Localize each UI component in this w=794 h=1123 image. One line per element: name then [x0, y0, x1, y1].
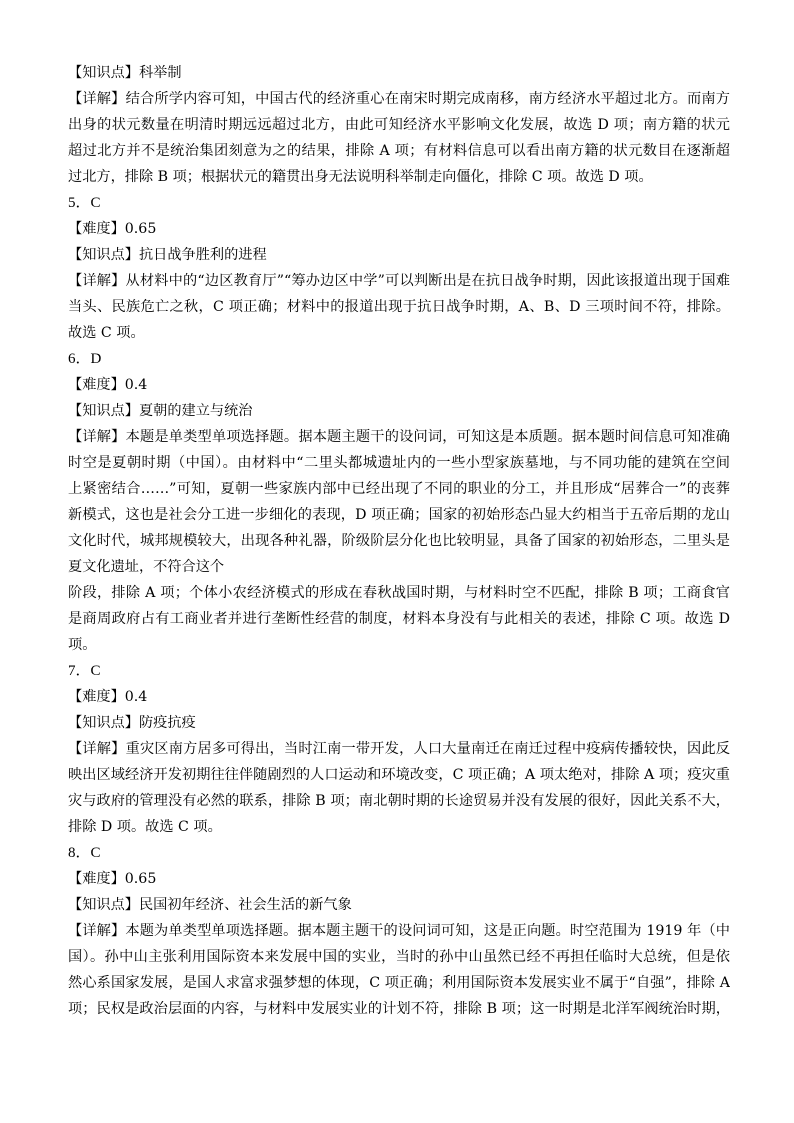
explanation-line: 过北方，排除 B 项；根据状元的籍贯出身无法说明科举制走向僵化，排除 C 项。故选 D 项。: [68, 169, 653, 185]
explanation-line: 【详解】结合所学内容可知，中国古代的经济重心在南宋时期完成南移，南方经济水平超过北方。而南方: [68, 91, 730, 107]
explanation-line: 【详解】本题是单类型单项选择题。据本题主题干的设问词，可知这是本质题。据本题时间信息可知准确: [68, 429, 730, 445]
question-number-answer: 5．C: [68, 195, 101, 211]
question-number-answer: 7．C: [68, 663, 101, 679]
label-line: 【难度】0.4: [68, 377, 148, 393]
explanation-line: 新模式，这也是社会分工进一步细化的表现，D 项正确；国家的初始形态凸显大约相当于五帝后期的龙山: [68, 507, 730, 523]
explanation-line: 上紧密结合……”可知，夏朝一些家族内部中已经出现了不同的职业的分工，并且形成“居葬合一”的丧葬: [68, 481, 730, 497]
explanation-line: 然心系国家发展，是国人求富求强梦想的体现，C 项正确；利用国际资本发展实业不属于“自强”，排除 A: [68, 975, 730, 991]
question-number-answer: 8．C: [68, 845, 101, 861]
explanation-line: 夏文化遗址，不符合这个: [68, 559, 225, 575]
explanation-line: 国）。孙中山主张利用国际资本来发展中国的实业，当时的孙中山虽然已经不再担任临时大总统，但是依: [68, 949, 730, 965]
answer-explanation-page: [68, 60, 730, 1022]
explanation-line: 故选 C 项。: [68, 325, 145, 341]
label-line: 【知识点】民国初年经济、社会生活的新气象: [68, 897, 352, 913]
explanation-line: 当头、民族危亡之秋，C 项正确；材料中的报道出现于抗日战争时期，A、B、D 三项时间不符，排除。: [68, 299, 730, 315]
explanation-line: 是商周政府占有工商业者并进行垄断性经营的制度，材料本身没有与此相关的表述，排除 C 项。故选 D: [68, 611, 730, 627]
explanation-line: 阶段，排除 A 项；个体小农经济模式的形成在春秋战国时期，与材料时空不匹配，排除 B 项；工商食官: [68, 585, 730, 601]
explanation-line: 映出区域经济开发初期往往伴随剧烈的人口运动和环境改变，C 项正确；A 项太绝对，排除 A 项；疫灾重: [68, 767, 730, 783]
explanation-line: 时空是夏朝时期（中国）。由材料中“二里头都城遗址内的一些小型家族墓地，与不同功能的建筑在空间: [68, 455, 730, 471]
question-number-answer: 6．D: [68, 351, 102, 367]
explanation-line: 【详解】重灾区南方居多可得出，当时江南一带开发，人口大量南迁在南迁过程中疫病传播较快，因此反: [68, 741, 730, 757]
label-line: 【知识点】科举制: [68, 65, 182, 81]
explanation-line: 【详解】从材料中的“边区教育厅”“筹办边区中学”可以判断出是在抗日战争时期，因此该报道出现于国难: [68, 273, 730, 289]
explanation-line: 出身的状元数量在明清时期远远超过北方，由此可知经济水平影响文化发展，故选 D 项；南方籍的状元: [68, 117, 730, 133]
label-line: 【难度】0.65: [68, 221, 157, 237]
label-line: 【难度】0.65: [68, 871, 157, 887]
label-line: 【知识点】抗日战争胜利的进程: [68, 247, 267, 263]
label-line: 【知识点】防疫抗疫: [68, 715, 196, 731]
explanation-line: 排除 D 项。故选 C 项。: [68, 819, 222, 835]
explanation-line: 【详解】本题为单类型单项选择题。据本题主题干的设问词可知，这是正向题。时空范围为 1919 年（中: [68, 923, 730, 939]
explanation-line: 项。: [68, 637, 97, 653]
explanation-line: 超过北方并不是统治集团刻意为之的结果，排除 A 项；有材料信息可以看出南方籍的状元数目在逐渐超: [68, 143, 730, 159]
explanation-line: 文化时代，城邦规模较大，出现各种礼器，阶级阶层分化也比较明显，具备了国家的初始形态，二里头是: [68, 533, 730, 549]
label-line: 【知识点】夏朝的建立与统治: [68, 403, 253, 419]
label-line: 【难度】0.4: [68, 689, 148, 705]
explanation-line: 灾与政府的管理没有必然的联系，排除 B 项；南北朝时期的长途贸易并没有发展的很好，因此关系不大，: [68, 793, 730, 809]
explanation-line: 项；民权是政治层面的内容，与材料中发展实业的计划不符，排除 B 项；这一时期是北洋军阀统治时期，: [68, 1001, 730, 1017]
